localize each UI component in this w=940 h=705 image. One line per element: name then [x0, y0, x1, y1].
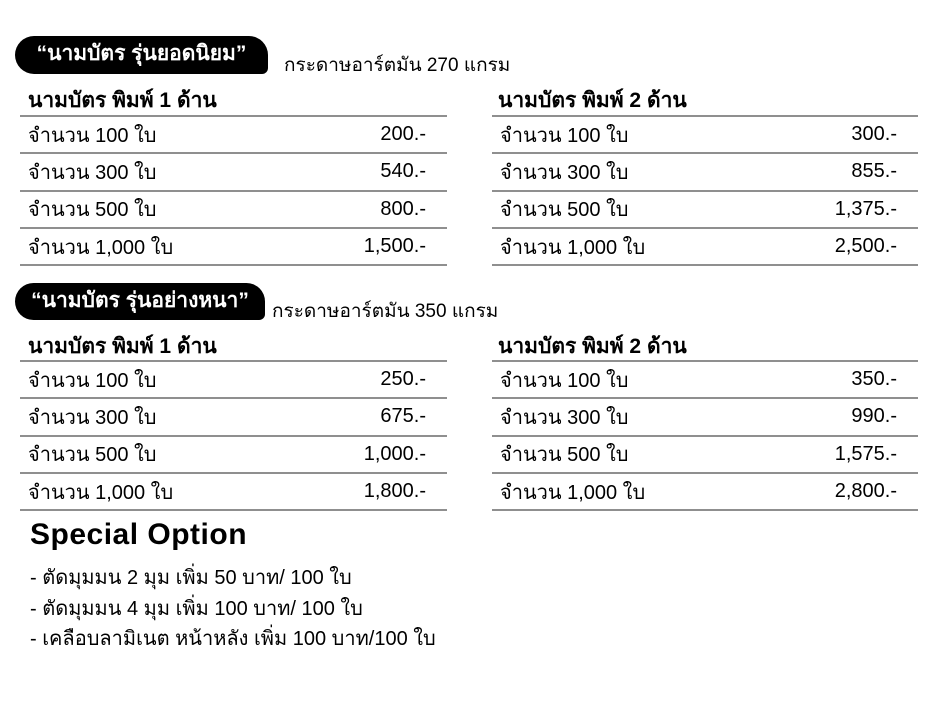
quantity-label: จำนวน 500 ใบ [28, 444, 157, 467]
table-row [20, 229, 447, 266]
price-value: 200.- [380, 123, 426, 146]
price-value: 1,800.- [363, 480, 426, 503]
table-row [492, 192, 918, 229]
table-title: นามบัตร พิมพ์ 1 ด้าน [28, 335, 217, 358]
price-value: 300.- [851, 123, 897, 146]
quantity-label: จำนวน 100 ใบ [500, 369, 629, 392]
quantity-label: จำนวน 500 ใบ [500, 199, 629, 222]
table-row [492, 117, 918, 154]
paper-spec: กระดาษอาร์ตมัน 270 แกรม [284, 55, 511, 76]
table-title: นามบัตร พิมพ์ 2 ด้าน [498, 89, 687, 112]
quantity-label: จำนวน 300 ใบ [28, 161, 157, 184]
table-row [492, 154, 918, 191]
price-value: 2,500.- [834, 235, 897, 258]
price-value: 990.- [851, 405, 897, 428]
price-value: 675.- [380, 405, 426, 428]
table-title: นามบัตร พิมพ์ 1 ด้าน [28, 89, 217, 112]
price-value: 855.- [851, 160, 897, 183]
quantity-label: จำนวน 100 ใบ [28, 124, 157, 147]
table-row [20, 154, 447, 191]
price-table-2side-270 [492, 115, 918, 266]
price-table-2side-350 [492, 360, 918, 511]
special-option-item: - ตัดมุมมน 2 มุม เพิ่ม 50 บาท/ 100 ใบ [30, 567, 352, 589]
price-value: 540.- [380, 160, 426, 183]
table-row [20, 192, 447, 229]
price-value: 1,500.- [363, 235, 426, 258]
table-title: นามบัตร พิมพ์ 2 ด้าน [498, 335, 687, 358]
table-row [492, 399, 918, 436]
price-table-1side-270 [20, 115, 447, 266]
paper-spec: กระดาษอาร์ตมัน 350 แกรม [272, 301, 499, 322]
section-badge: “นามบัตร รุ่นยอดนิยม” [15, 36, 268, 74]
special-option-list [30, 563, 436, 655]
price-value: 350.- [851, 368, 897, 391]
price-value: 1,000.- [363, 442, 426, 465]
quantity-label: จำนวน 1,000 ใบ [500, 481, 646, 504]
special-option-title: Special Option [30, 518, 248, 551]
quantity-label: จำนวน 1,000 ใบ [500, 236, 646, 259]
quantity-label: จำนวน 300 ใบ [28, 406, 157, 429]
quantity-label: จำนวน 100 ใบ [28, 369, 157, 392]
quantity-label: จำนวน 1,000 ใบ [28, 481, 174, 504]
price-value: 800.- [380, 197, 426, 220]
table-row [492, 437, 918, 474]
quantity-label: จำนวน 1,000 ใบ [28, 236, 174, 259]
quantity-label: จำนวน 100 ใบ [500, 124, 629, 147]
special-option-item: - เคลือบลามิเนต หน้าหลัง เพิ่ม 100 บาท/100 ใบ [30, 628, 436, 650]
price-value: 1,575.- [834, 442, 897, 465]
price-value: 1,375.- [834, 197, 897, 220]
price-table-1side-350 [20, 360, 447, 511]
table-row [492, 362, 918, 399]
table-row [20, 474, 447, 511]
table-row [20, 362, 447, 399]
section-badge: “นามบัตร รุ่นอย่างหนา” [15, 283, 265, 320]
special-option-item: - ตัดมุมมน 4 มุม เพิ่ม 100 บาท/ 100 ใบ [30, 597, 363, 620]
quantity-label: จำนวน 500 ใบ [28, 199, 157, 222]
table-row [492, 474, 918, 511]
quantity-label: จำนวน 300 ใบ [500, 406, 629, 429]
table-row [492, 229, 918, 266]
quantity-label: จำนวน 300 ใบ [500, 161, 629, 184]
quantity-label: จำนวน 500 ใบ [500, 444, 629, 467]
table-row [20, 117, 447, 154]
price-value: 2,800.- [834, 480, 897, 503]
price-value: 250.- [380, 368, 426, 391]
table-row [20, 437, 447, 474]
table-row [20, 399, 447, 436]
